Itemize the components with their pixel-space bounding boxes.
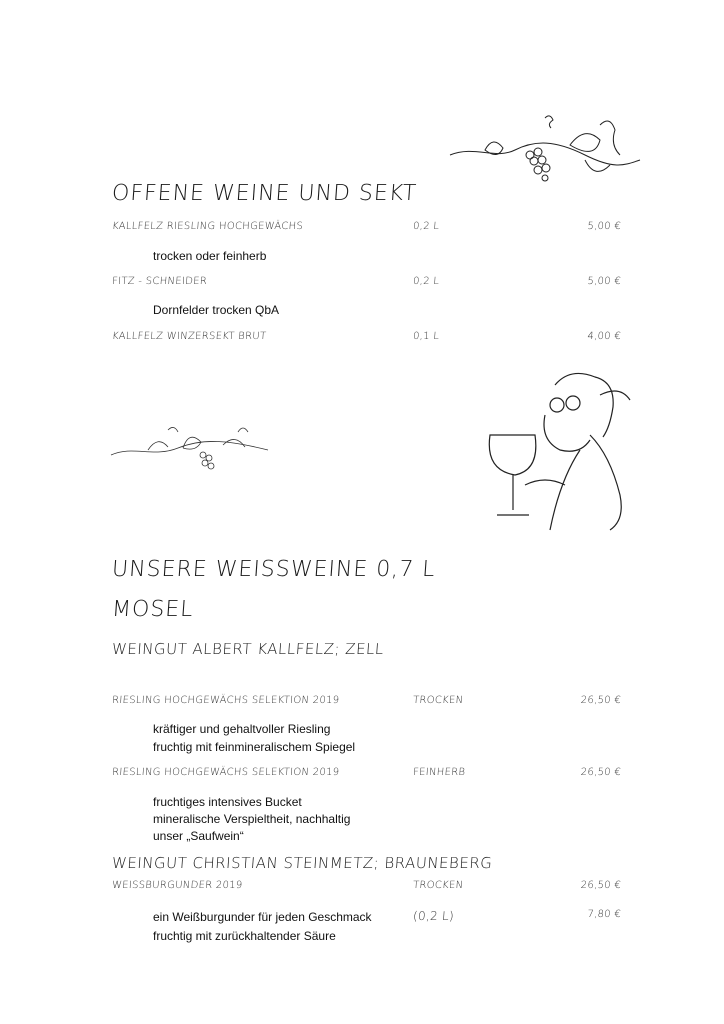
grapevine-illustration-top xyxy=(445,110,645,190)
glass-volume: (0,2 L) xyxy=(412,909,455,923)
glass-price: 7,80 € xyxy=(587,909,622,920)
wine-volume: 0,2 L xyxy=(412,276,440,287)
wine-description: fruchtiges intensives Bucket xyxy=(153,795,302,809)
wine-price: 4,00 € xyxy=(587,331,622,342)
wine-style: TROCKEN xyxy=(412,880,464,891)
wine-description: fruchtig mit zurückhaltender Säure xyxy=(153,929,336,943)
wine-price: 26,50 € xyxy=(580,767,622,778)
wine-name: RIESLING HOCHGEWÄCHS SELEKTION 2019 xyxy=(111,695,340,706)
wine-description: kräftiger und gehaltvoller Riesling xyxy=(153,722,331,736)
wine-name: RIESLING HOCHGEWÄCHS SELEKTION 2019 xyxy=(111,767,340,778)
wine-style: TROCKEN xyxy=(412,695,464,706)
wine-price: 26,50 € xyxy=(580,880,622,891)
wine-name: KALLFELZ RIESLING HOCHGEWÄCHS xyxy=(111,221,304,232)
wine-taster-illustration xyxy=(485,365,645,535)
wine-price: 26,50 € xyxy=(580,695,622,706)
wine-description: fruchtig mit feinmineralischem Spiegel xyxy=(153,740,356,754)
wine-description: trocken oder feinherb xyxy=(153,249,267,263)
section-title: OFFENE WEINE UND SEKT xyxy=(111,181,418,206)
wine-volume: 0,1 L xyxy=(412,331,440,342)
wine-description: unser „Saufwein“ xyxy=(153,829,244,843)
winery-title: WEINGUT CHRISTIAN STEINMETZ; BRAUNEBERG xyxy=(111,854,493,872)
wine-name: FITZ - SCHNEIDER xyxy=(111,276,208,287)
wine-style: FEINHERB xyxy=(412,767,466,778)
wine-description: mineralische Verspieltheit, nachhaltig xyxy=(153,812,351,826)
winery-title: WEINGUT ALBERT KALLFELZ; ZELL xyxy=(111,640,385,658)
region-title: MOSEL xyxy=(111,597,195,622)
wine-price: 5,00 € xyxy=(587,221,622,232)
wine-description: Dornfelder trocken QbA xyxy=(153,303,280,317)
wine-volume: 0,2 L xyxy=(412,221,440,232)
wine-price: 5,00 € xyxy=(587,276,622,287)
wine-name: KALLFELZ WINZERSEKT BRUT xyxy=(111,331,267,342)
wine-name: WEISSBURGUNDER 2019 xyxy=(111,880,243,891)
grapevine-illustration-middle xyxy=(108,420,273,475)
section-title: UNSERE WEISSWEINE 0,7 L xyxy=(111,557,437,582)
wine-description: ein Weißburgunder für jeden Geschmack xyxy=(153,910,372,924)
